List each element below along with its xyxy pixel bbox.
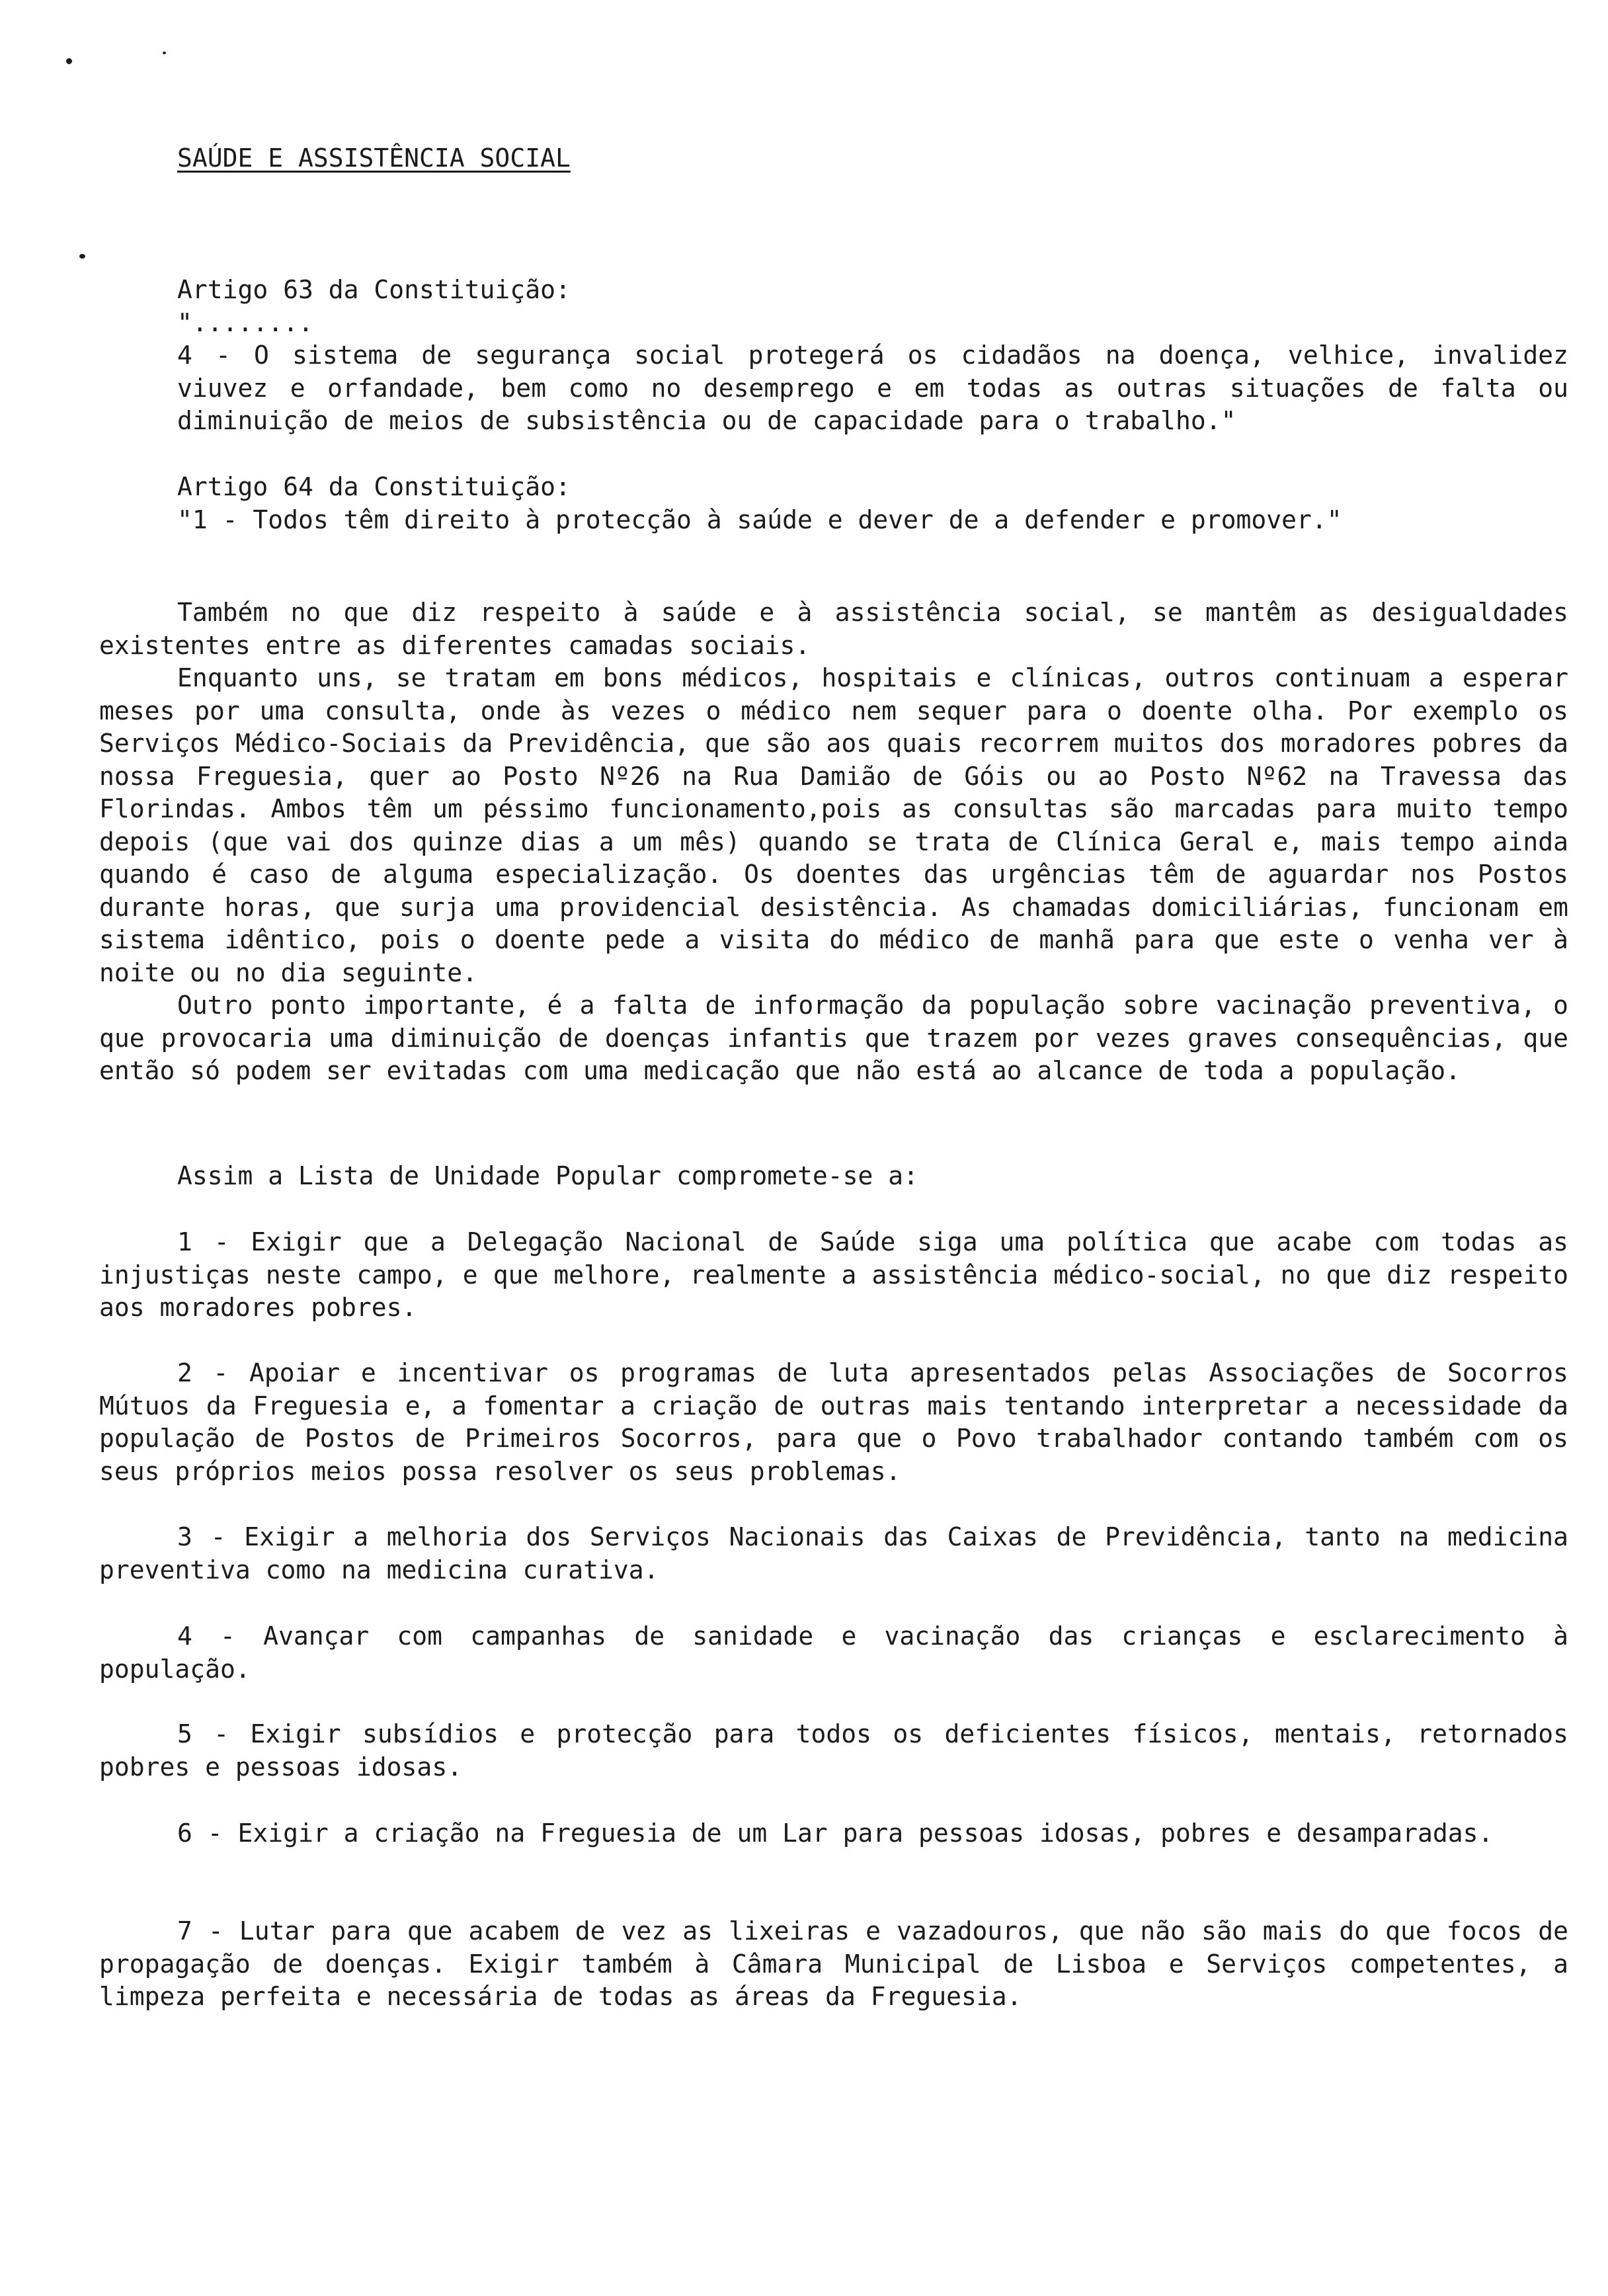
body-paragraph-3: Outro ponto importante, é a falta de informação da população sobre vacinação preventiva, o que provocaria uma diminuição de doenças infantis que trazem por vezes graves consequências, que então só podem ser evitadas com uma medicação que não está ao alcance de toda a população. (99, 991, 1568, 1085)
commitment-5-text: 5 - Exigir subsídios e protecção para todos os deficientes físicos, mentais, retornados pobres e pessoas idosas. (99, 1719, 1568, 1782)
commitment-6 (99, 1817, 1568, 1850)
commitment-4-text: 4 - Avançar com campanhas de sanidade e vacinação das crianças e esclarecimento à população. (99, 1621, 1568, 1684)
commitment-5 (99, 1718, 1568, 1784)
article-63-text: 4 - O sistema de segurança social protegerá os cidadãos na doença, velhice, invalidez viuvez e orfandade, bem como no desemprego e em todas as outras situações de falta ou diminuição de meios de subsistência ou de capacidade para o trabalho." (177, 341, 1568, 435)
scan-speck (79, 254, 85, 259)
article-63-label: Artigo 63 da Constituição: (177, 275, 571, 304)
scan-speck (163, 52, 166, 54)
commitment-2-text: 2 - Apoiar e incentivar os programas de luta apresentados pelas Associações de Socorros Mútuos da Freguesia e, a fomentar a criação de outras mais tentando interpretar a necessidade da população de Postos de Primeiros Socorros, para que o Povo trabalhador contando também com os seus próprios meios possa resolver os seus problemas. (99, 1358, 1568, 1486)
commitments-intro-text: Assim a Lista de Unidade Popular compromete-se a: (177, 1161, 919, 1190)
scan-speck (66, 58, 72, 64)
commitment-4 (99, 1620, 1568, 1686)
article-64-text: "1 - Todos têm direito à protecção à saúde e dever de a defender e promover." (177, 505, 1342, 534)
commitment-7-text: 7 - Lutar para que acabem de vez as lixeiras e vazadouros, que não são mais do que focos de propagação de doenças. Exigir também à Câmara Municipal de Lisboa e Serviços competentes, a limpeza perfeita e necessária de todas as áreas da Freguesia. (99, 1916, 1568, 2011)
article-63-ellipsis: "........ (177, 308, 313, 337)
body-paragraph-1: Também no que diz respeito à saúde e à assistência social, se mantêm as desigualdades existentes entre as diferentes camadas sociais. (99, 598, 1568, 660)
commitment-6-text: 6 - Exigir a criação na Freguesia de um Lar para pessoas idosas, pobres e desamparadas. (177, 1819, 1494, 1848)
article-63-quote (177, 274, 1568, 438)
article-64-label: Artigo 64 da Constituição: (177, 472, 571, 501)
body-text (99, 596, 1568, 1088)
commitment-3 (99, 1521, 1568, 1586)
commitment-7 (99, 1915, 1568, 2014)
commitment-2 (99, 1357, 1568, 1488)
commitments-intro (99, 1160, 1568, 1193)
commitment-1-text: 1 - Exigir que a Delegação Nacional de Saúde siga uma política que acabe com todas as injustiças neste campo, e que melhore, realmente a assistência médico-social, no que diz respeito aos moradores pobres. (99, 1227, 1568, 1322)
commitment-1 (99, 1226, 1568, 1325)
article-64-quote (177, 471, 1568, 536)
commitment-3-text: 3 - Exigir a melhoria dos Serviços Nacionais das Caixas de Previdência, tanto na medicina preventiva como na medicina curativa. (99, 1522, 1568, 1584)
body-paragraph-2: Enquanto uns, se tratam em bons médicos, hospitais e clínicas, outros continuam a esperar meses por uma consulta, onde às vezes o médico nem sequer para o doente olha. Por exemplo os Serviços Médico-Sociais da Previdência, que são aos quais recorrem muitos dos moradores pobres da nossa Freguesia, quer ao Posto Nº26 na Rua Damião de Góis ou ao Posto Nº62 na Travessa das Florindas. Ambos têm um péssimo funcionamento,pois as consultas são marcadas para muito tempo depois (que vai dos quinze dias a um mês) quando se trata de Clínica Geral e, mais tempo ainda quando é caso de alguma especialização. Os doentes das urgências têm de aguardar nos Postos durante horas, que surja uma providencial desistência. As chamadas domiciliárias, funcionam em sistema idêntico, pois o doente pede a visita do médico de manhã para que este o venha ver à noite ou no dia seguinte. (99, 663, 1568, 987)
section-title: SAÚDE E ASSISTÊNCIA SOCIAL (177, 144, 571, 173)
